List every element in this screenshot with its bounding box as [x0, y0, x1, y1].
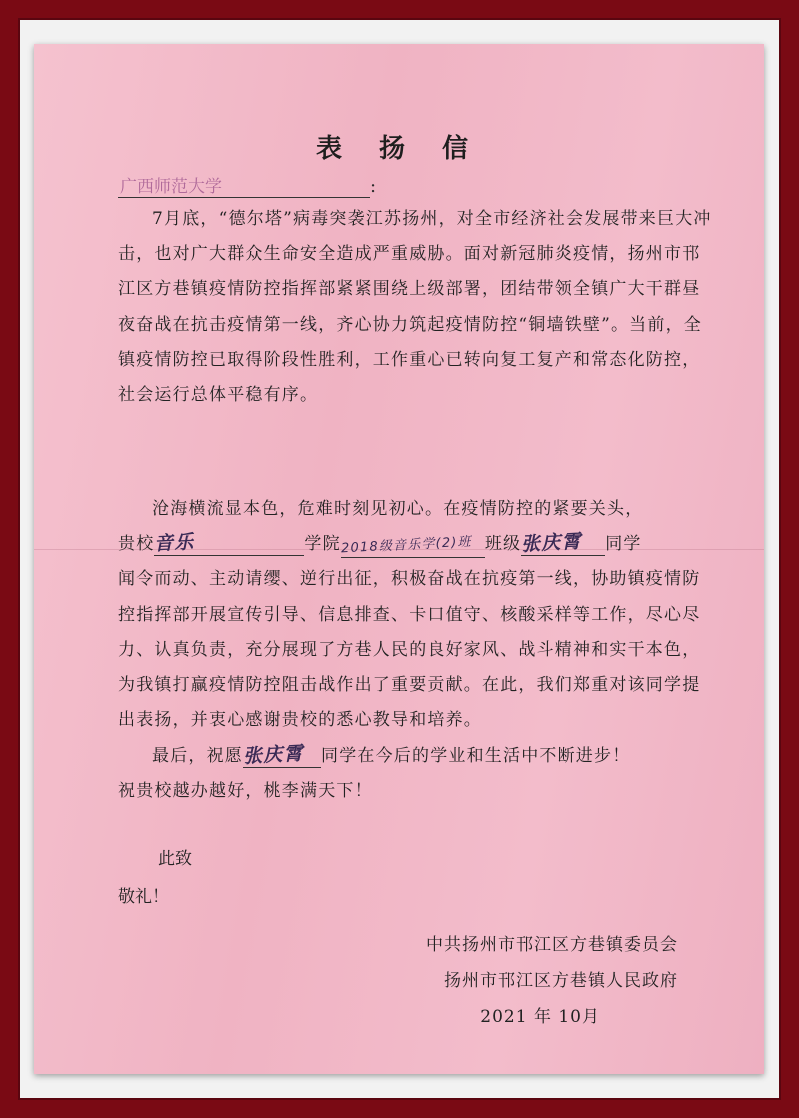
college-suffix: 学院 [304, 534, 341, 555]
handwritten-student-name-2: 张庆霄 [242, 742, 305, 768]
salutation-colon: : [370, 176, 377, 197]
letter-paper [34, 44, 764, 1074]
handwritten-student-name: 张庆霄 [520, 530, 583, 556]
paragraph-3-line1 [118, 739, 718, 774]
student-blank [521, 532, 605, 556]
paragraph-2-opening: 沧海横流显本色，危难时刻见初心。在疫情防控的紧要关头， [152, 499, 644, 519]
class-suffix: 班级 [484, 534, 522, 555]
wish-prefix: 最后，祝愿 [152, 746, 243, 766]
signer-government: 扬州市邗江区方巷镇人民政府 [444, 971, 678, 991]
closing-jingli: 敬礼！ [118, 887, 169, 907]
salutation [118, 172, 376, 198]
handwritten-college: 音乐 [153, 531, 196, 556]
student-suffix: 同学 [605, 534, 642, 555]
college-blank [154, 532, 304, 556]
signer-committee: 中共扬州市邗江区方巷镇委员会 [426, 935, 678, 955]
wish-suffix: 同学在今后的学业和生活中不断进步！ [321, 746, 631, 766]
school-prefix: 贵校 [118, 534, 155, 555]
recipient-name: 广西师范大学 [118, 172, 370, 198]
paragraph-2 [118, 492, 718, 738]
letter-date: 2021 年 10月 [480, 1007, 600, 1027]
paragraph-3 [118, 739, 718, 809]
paragraph-1: 7月底，“德尔塔”病毒突袭江苏扬州，对全市经济社会发展带来巨大冲击，也对广大群众生命安全造成严重威胁。面对新冠肺炎疫情，扬州市邗江区方巷镇疫情防控指挥部紧紧围绕上级部署，团结带领全镇广大干群昼夜奋战在抗击疫情第一线，齐心协力筑起疫情防控“铜墙铁壁”。当前，全镇疫情防控已取得阶段性胜利，工作重心已转向复工复产和常态化防控，社会运行总体平稳有序。 [118, 209, 712, 406]
paragraph-3-line2: 祝贵校越办越好，桃李满天下！ [118, 781, 373, 802]
closing-cizhi: 此致 [158, 849, 192, 869]
wish-name-blank [243, 744, 321, 768]
paragraph-2-fill-line [118, 527, 718, 562]
handwritten-class: 2018级音乐学(2)班 [340, 534, 472, 557]
class-blank [341, 533, 485, 558]
letter-title: 表 扬 信 [315, 134, 483, 164]
paragraph-2-body: 闻令而动、主动请缨、逆行出征，积极奋战在抗疫第一线，协助镇疫情防控指挥部开展宣传引导、信息排查、卡口值守、核酸采样等工作，尽心尽力、认真负责，充分展现了方巷人民的良好家风、战斗精神和实干本色，为我镇打赢疫情防控阻击战作出了重要贡献。在此，我们郑重对该同学提出表扬，并衷心感谢贵校的悉心教导和培养。 [118, 569, 701, 731]
